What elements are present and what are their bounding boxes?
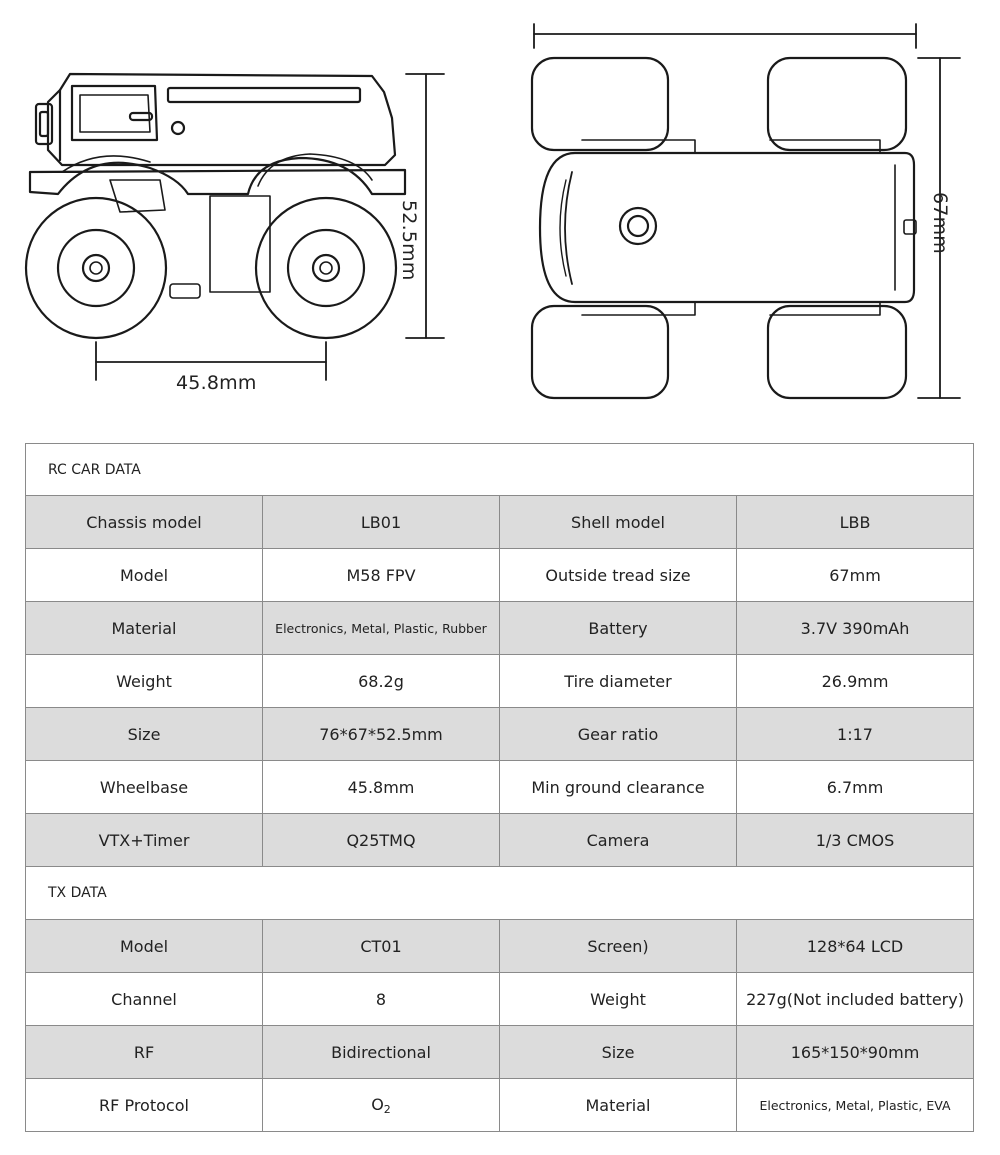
spec-value: 8 (263, 973, 500, 1026)
car-drawings (0, 0, 1000, 430)
spec-value: 26.9mm (737, 655, 974, 708)
tread-dimension-line (534, 24, 960, 398)
spec-table (25, 443, 974, 1132)
rc-car-title: RC CAR DATA (26, 444, 974, 496)
spec-label: Shell model (500, 496, 737, 549)
spec-value: M58 FPV (263, 549, 500, 602)
table-row (26, 973, 974, 1026)
spec-value: 165*150*90mm (737, 1026, 974, 1079)
spec-label: Size (26, 708, 263, 761)
wheelbase-dimension-label: 45.8mm (176, 372, 257, 394)
spec-label: VTX+Timer (26, 814, 263, 867)
spec-label: Battery (500, 602, 737, 655)
spec-label: RF (26, 1026, 263, 1079)
rf-protocol-subscript: 2 (383, 1102, 391, 1116)
top-view-car (532, 58, 916, 398)
spec-label: Chassis model (26, 496, 263, 549)
spec-label: Wheelbase (26, 761, 263, 814)
spec-value: Electronics, Metal, Plastic, Rubber (263, 602, 500, 655)
spec-label: Outside tread size (500, 549, 737, 602)
spec-value: Electronics, Metal, Plastic, EVA (737, 1079, 974, 1132)
spec-value: 1/3 CMOS (737, 814, 974, 867)
spec-label: Min ground clearance (500, 761, 737, 814)
spec-value: 128*64 LCD (737, 920, 974, 973)
spec-label: Weight (26, 655, 263, 708)
table-row (26, 655, 974, 708)
table-row (26, 761, 974, 814)
spec-value-rf-protocol (263, 1079, 500, 1132)
spec-label: Material (26, 602, 263, 655)
spec-value: 1:17 (737, 708, 974, 761)
side-view-car (26, 74, 405, 338)
table-row (26, 496, 974, 549)
spec-label: Weight (500, 973, 737, 1026)
spec-value: 45.8mm (263, 761, 500, 814)
table-row (26, 814, 974, 867)
spec-label: Model (26, 920, 263, 973)
spec-value: 3.7V 390mAh (737, 602, 974, 655)
spec-value: LB01 (263, 496, 500, 549)
table-row (26, 602, 974, 655)
table-row (26, 1079, 974, 1132)
dimension-diagram (0, 0, 1000, 430)
table-row (26, 549, 974, 602)
spec-label: Material (500, 1079, 737, 1132)
tread-dimension-label: 67mm (929, 192, 951, 254)
spec-value: Q25TMQ (263, 814, 500, 867)
spec-label: RF Protocol (26, 1079, 263, 1132)
spec-label: Model (26, 549, 263, 602)
spec-value: LBB (737, 496, 974, 549)
table-row (26, 920, 974, 973)
spec-label: Tire diameter (500, 655, 737, 708)
spec-value: 76*67*52.5mm (263, 708, 500, 761)
spec-value: 68.2g (263, 655, 500, 708)
spec-label: Screen) (500, 920, 737, 973)
spec-value: CT01 (263, 920, 500, 973)
table-row (26, 708, 974, 761)
tx-title: TX DATA (26, 867, 974, 920)
height-dimension-label: 52.5mm (398, 200, 420, 281)
tx-section-header (26, 867, 974, 920)
spec-label: Channel (26, 973, 263, 1026)
spec-value: 67mm (737, 549, 974, 602)
rc-car-section-header (26, 444, 974, 496)
spec-label: Camera (500, 814, 737, 867)
spec-value: 227g(Not included battery) (737, 973, 974, 1026)
table-row (26, 1026, 974, 1079)
spec-value: Bidirectional (263, 1026, 500, 1079)
spec-label: Size (500, 1026, 737, 1079)
rf-protocol-letter: O (371, 1094, 384, 1114)
spec-label: Gear ratio (500, 708, 737, 761)
spec-value: 6.7mm (737, 761, 974, 814)
